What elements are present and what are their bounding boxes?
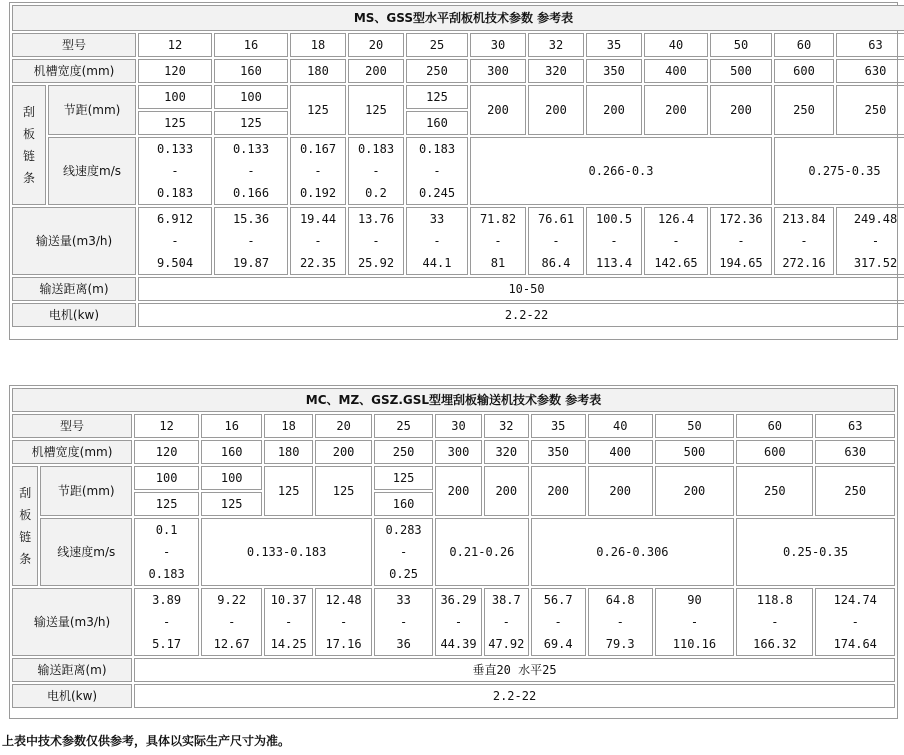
speed-cell: 0.133 - 0.166 (214, 137, 288, 205)
pitch-cell: 125 (201, 492, 262, 516)
capacity-cell: 64.8 - 79.3 (588, 588, 653, 656)
model-cell: 35 (586, 33, 642, 57)
width-cell: 320 (484, 440, 529, 464)
model-cell: 30 (435, 414, 482, 438)
width-cell: 320 (528, 59, 584, 83)
spec-table-1 (9, 2, 898, 340)
width-cell: 400 (644, 59, 708, 83)
width-cell: 600 (736, 440, 813, 464)
pitch-cell: 125 (315, 466, 372, 516)
width-cell: 160 (201, 440, 262, 464)
motor-value: 2.2-22 (134, 684, 895, 708)
pitch-cell: 250 (736, 466, 813, 516)
model-cell: 40 (644, 33, 708, 57)
width-cell: 120 (138, 59, 212, 83)
capacity-cell: 90 - 110.16 (655, 588, 734, 656)
pitch-cell: 125 (406, 85, 468, 109)
pitch-cell: 200 (644, 85, 708, 135)
capacity-label: 输送量(m3/h) (12, 207, 136, 275)
pitch-cell: 160 (374, 492, 433, 516)
capacity-cell: 38.7 - 47.92 (484, 588, 529, 656)
pitch-cell: 200 (484, 466, 529, 516)
capacity-cell: 124.74 - 174.64 (815, 588, 895, 656)
model-cell: 18 (264, 414, 313, 438)
model-cell: 20 (315, 414, 372, 438)
chain-label: 刮板链条 (12, 466, 38, 586)
capacity-cell: 10.37 - 14.25 (264, 588, 313, 656)
model-cell: 60 (736, 414, 813, 438)
distance-label: 输送距离(m) (12, 277, 136, 301)
capacity-cell: 249.48 - 317.52 (836, 207, 904, 275)
width-cell: 350 (531, 440, 586, 464)
speed-range-cell: 0.266-0.3 (470, 137, 772, 205)
pitch-cell: 200 (586, 85, 642, 135)
model-cell: 30 (470, 33, 526, 57)
model-cell: 50 (655, 414, 734, 438)
pitch-cell: 100 (138, 85, 212, 109)
capacity-cell: 15.36 - 19.87 (214, 207, 288, 275)
model-cell: 18 (290, 33, 346, 57)
model-cell: 12 (134, 414, 199, 438)
distance-value: 垂直20 水平25 (134, 658, 895, 682)
capacity-cell: 56.7 - 69.4 (531, 588, 586, 656)
pitch-cell: 125 (214, 111, 288, 135)
width-cell: 630 (836, 59, 904, 83)
pitch-cell: 125 (374, 466, 433, 490)
width-cell: 300 (435, 440, 482, 464)
pitch-cell: 125 (138, 111, 212, 135)
pitch-cell: 160 (406, 111, 468, 135)
speed-range-cell: 0.25-0.35 (736, 518, 895, 586)
speed-range-cell: 0.26-0.306 (531, 518, 734, 586)
pitch-cell: 200 (528, 85, 584, 135)
pitch-cell: 200 (588, 466, 653, 516)
model-label: 型号 (12, 414, 132, 438)
capacity-cell: 19.44 - 22.35 (290, 207, 346, 275)
spec-table-2 (9, 385, 898, 719)
table-title: MC、MZ、GSZ.GSL型埋刮板输送机技术参数 参考表 (12, 388, 895, 412)
width-cell: 250 (406, 59, 468, 83)
pitch-cell: 200 (435, 466, 482, 516)
pitch-cell: 200 (470, 85, 526, 135)
speed-cell: 0.283 - 0.25 (374, 518, 433, 586)
model-cell: 16 (201, 414, 262, 438)
width-cell: 500 (710, 59, 772, 83)
width-cell: 200 (315, 440, 372, 464)
speed-cell: 0.183 - 0.2 (348, 137, 404, 205)
pitch-cell: 125 (290, 85, 346, 135)
motor-label: 电机(kw) (12, 684, 132, 708)
chain-label: 刮板链条 (12, 85, 46, 205)
capacity-cell: 172.36 - 194.65 (710, 207, 772, 275)
capacity-cell: 118.8 - 166.32 (736, 588, 813, 656)
pitch-cell: 125 (348, 85, 404, 135)
model-cell: 50 (710, 33, 772, 57)
capacity-cell: 6.912 - 9.504 (138, 207, 212, 275)
speed-label: 线速度m/s (48, 137, 136, 205)
motor-label: 电机(kw) (12, 303, 136, 327)
model-cell: 20 (348, 33, 404, 57)
pitch-cell: 200 (710, 85, 772, 135)
speed-range-cell: 0.21-0.26 (435, 518, 529, 586)
pitch-label: 节距(mm) (48, 85, 136, 135)
speed-cell: 0.1 - 0.183 (134, 518, 199, 586)
capacity-cell: 33 - 44.1 (406, 207, 468, 275)
spec-table-1-grid (10, 3, 904, 329)
width-cell: 400 (588, 440, 653, 464)
speed-cell: 0.183 - 0.245 (406, 137, 468, 205)
capacity-cell: 3.89 - 5.17 (134, 588, 199, 656)
pitch-cell: 100 (134, 466, 199, 490)
model-cell: 12 (138, 33, 212, 57)
capacity-cell: 9.22 - 12.67 (201, 588, 262, 656)
model-cell: 32 (528, 33, 584, 57)
width-cell: 160 (214, 59, 288, 83)
width-cell: 600 (774, 59, 834, 83)
width-cell: 120 (134, 440, 199, 464)
width-cell: 350 (586, 59, 642, 83)
capacity-cell: 76.61 - 86.4 (528, 207, 584, 275)
capacity-cell: 12.48 - 17.16 (315, 588, 372, 656)
capacity-cell: 36.29 - 44.39 (435, 588, 482, 656)
pitch-label: 节距(mm) (40, 466, 132, 516)
pitch-cell: 250 (815, 466, 895, 516)
model-cell: 32 (484, 414, 529, 438)
width-cell: 200 (348, 59, 404, 83)
pitch-cell: 100 (214, 85, 288, 109)
table-title: MS、GSS型水平刮板机技术参数 参考表 (12, 5, 904, 31)
footnote: 上表中技术参数仅供参考，具体以实际生产尺寸为准。 (2, 734, 291, 748)
capacity-cell: 13.76 - 25.92 (348, 207, 404, 275)
speed-range-cell: 0.275-0.35 (774, 137, 904, 205)
capacity-cell: 71.82 - 81 (470, 207, 526, 275)
pitch-cell: 125 (134, 492, 199, 516)
model-cell: 63 (836, 33, 904, 57)
distance-value: 10-50 (138, 277, 904, 301)
width-label: 机槽宽度(mm) (12, 440, 132, 464)
speed-cell: 0.133 - 0.183 (138, 137, 212, 205)
capacity-cell: 126.4 - 142.65 (644, 207, 708, 275)
model-cell: 25 (406, 33, 468, 57)
width-cell: 250 (374, 440, 433, 464)
speed-cell: 0.167 - 0.192 (290, 137, 346, 205)
motor-value: 2.2-22 (138, 303, 904, 327)
model-cell: 16 (214, 33, 288, 57)
pitch-cell: 250 (774, 85, 834, 135)
capacity-cell: 100.5 - 113.4 (586, 207, 642, 275)
capacity-label: 输送量(m3/h) (12, 588, 132, 656)
pitch-cell: 100 (201, 466, 262, 490)
model-cell: 35 (531, 414, 586, 438)
width-cell: 630 (815, 440, 895, 464)
speed-label: 线速度m/s (40, 518, 132, 586)
width-cell: 500 (655, 440, 734, 464)
distance-label: 输送距离(m) (12, 658, 132, 682)
capacity-cell: 33 - 36 (374, 588, 433, 656)
width-cell: 300 (470, 59, 526, 83)
width-cell: 180 (264, 440, 313, 464)
width-cell: 180 (290, 59, 346, 83)
speed-range-cell: 0.133-0.183 (201, 518, 372, 586)
model-cell: 25 (374, 414, 433, 438)
model-cell: 60 (774, 33, 834, 57)
capacity-cell: 213.84 - 272.16 (774, 207, 834, 275)
spec-table-2-grid (10, 386, 897, 710)
pitch-cell: 200 (531, 466, 586, 516)
model-label: 型号 (12, 33, 136, 57)
pitch-cell: 125 (264, 466, 313, 516)
model-cell: 40 (588, 414, 653, 438)
pitch-cell: 200 (655, 466, 734, 516)
width-label: 机槽宽度(mm) (12, 59, 136, 83)
model-cell: 63 (815, 414, 895, 438)
pitch-cell: 250 (836, 85, 904, 135)
